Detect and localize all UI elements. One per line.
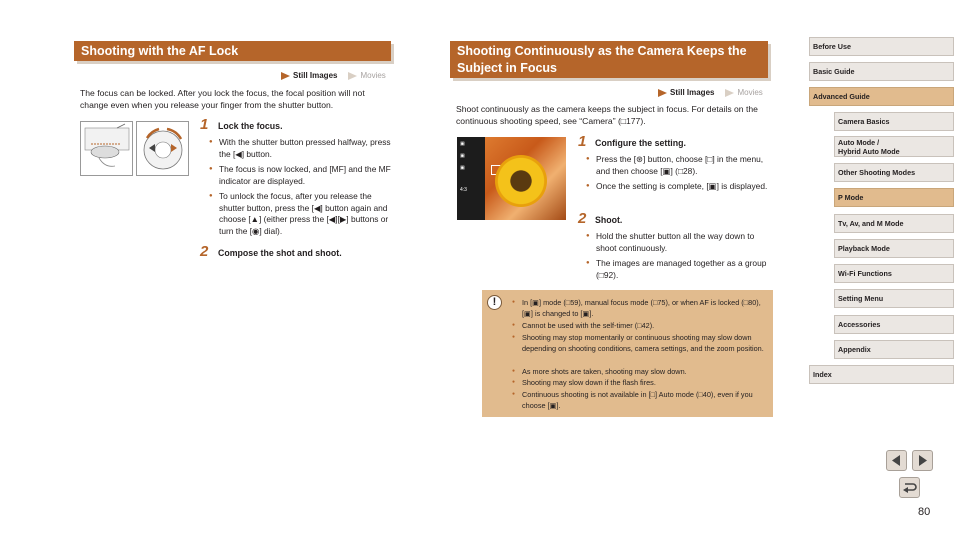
intro-continuous: Shoot continuously as the camera keeps the subject in focus. For details on the continuous shooting speed, see “Camera” (□177). [456,104,758,126]
step-number: 2 [200,243,209,260]
step-number: 1 [200,116,209,133]
sunflower-screen-image [457,137,566,220]
menu-strip [457,137,485,220]
bullet-item: ● With the shutter button pressed halfway, press the [◀] button. [209,137,394,160]
nav-tv-av-m-mode[interactable]: Tv, Av, and M Mode [834,214,954,233]
step-title: Lock the focus. [218,121,283,131]
mode-movies: Movies [360,71,386,80]
step-title: Shoot. [595,215,623,225]
step-title: Configure the setting. [595,138,686,148]
bullet-item: ● Hold the shutter button all the way down to shoot continuously. [586,231,772,254]
next-page-button[interactable] [912,450,933,471]
bullet-item: ● Once the setting is complete, [▣] is displayed. [586,181,772,193]
mode-triangle-icon [281,72,290,80]
intro-af-lock: The focus can be locked. After you lock the focus, the focal position will not change even when you release your finger from the shutter button. [80,88,365,110]
nav-before-use[interactable]: Before Use [809,37,954,56]
caution-item: ● In [▣] mode (□59), manual focus mode (□75), or when AF is locked (□80), [▣] is changed to [▣]. [512,297,764,319]
nav-playback-mode[interactable]: Playback Mode [834,239,954,258]
mode-movies: Movies [737,88,763,97]
mode-still-images: Still Images [670,88,715,97]
menu-icon: ▣ [460,153,465,159]
nav-other-shooting-modes[interactable]: Other Shooting Modes [834,163,954,182]
mode-still-images: Still Images [293,71,338,80]
nav-auto-mode[interactable] [834,136,954,157]
nav-wifi-functions[interactable]: Wi-Fi Functions [834,264,954,283]
nav-label-line: Hybrid Auto Mode [838,147,900,156]
section-title-af-lock: Shooting with the AF Lock [74,41,391,61]
nav-advanced-guide[interactable]: Advanced Guide [809,87,954,106]
step-number: 2 [578,210,587,227]
bullet-item: ● The images are managed together as a group (□92). [586,258,772,281]
caution-box [482,290,773,417]
nav-p-mode[interactable]: P Mode [834,188,954,207]
bullet-item: ● Press the [⊛] button, choose [□] in the menu, and then choose [▣] (□28). [586,154,772,177]
caution-item: ● Cannot be used with the self-timer (□42). [512,320,764,331]
mode-triangle-icon [348,72,357,80]
mode-triangle-icon [725,89,734,97]
nav-basic-guide[interactable]: Basic Guide [809,62,954,81]
return-icon [900,478,919,497]
nav-index[interactable]: Index [809,365,954,384]
step-number: 1 [578,133,587,150]
nav-accessories[interactable]: Accessories [834,315,954,334]
next-page-icon [913,451,932,470]
section-title-continuous: Shooting Continuously as the Camera Keeps the Subject in Focus [450,41,768,78]
mode-triangle-icon [658,89,667,97]
caution-item: ● As more shots are taken, shooting may slow down. [512,366,764,377]
bullet-item: ● To unlock the focus, after you release the shutter button, press the [◀] button again and choose [▲] (either press the [◀][▶] buttons or turn the [◉] dial). [209,191,394,237]
mode-indicator-right [658,88,763,97]
mode-indicator-left [281,71,386,80]
menu-icon: ▣ [460,165,465,171]
caution-item: ● Continuous shooting is not available in [□] Auto mode (□40), even if you choose [▣]. [512,389,764,411]
nav-appendix[interactable]: Appendix [834,340,954,359]
nav-setting-menu[interactable]: Setting Menu [834,289,954,308]
prev-page-icon [887,451,906,470]
shutter-illustration [80,121,133,176]
nav-camera-basics[interactable]: Camera Basics [834,112,954,131]
control-dial-illustration [136,121,189,176]
caution-icon: ! [487,295,502,310]
return-button[interactable] [899,477,920,498]
step-title: Compose the shot and shoot. [218,248,342,258]
nav-label-line: Auto Mode / [838,138,880,147]
menu-icon: ▣ [460,141,465,147]
caution-item: ● Shooting may stop momentarily or continuous shooting may slow down depending on shooting conditions, camera settings, and the zoom position. [512,332,764,354]
aspect-ratio-icon: 4:3 [460,187,467,193]
caution-item: ● Shooting may slow down if the flash fires. [512,377,764,388]
bullet-item: ● The focus is now locked, and [MF] and the MF indicator are displayed. [209,164,394,187]
sunflower [495,155,547,207]
page-number: 80 [918,506,931,518]
prev-page-button[interactable] [886,450,907,471]
